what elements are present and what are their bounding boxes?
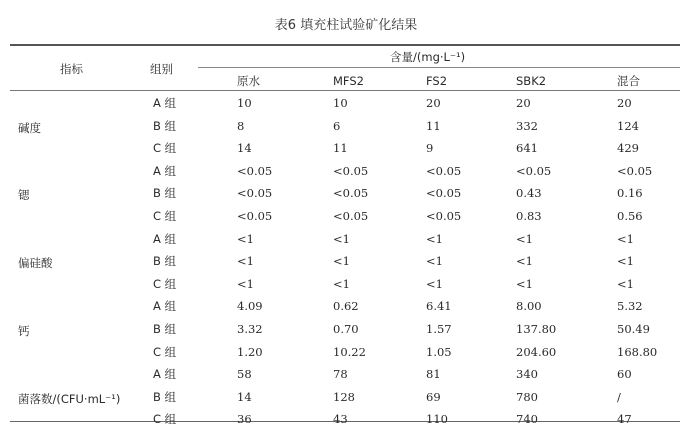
group-label: B 组 <box>153 118 177 133</box>
group-label: B 组 <box>153 322 177 336</box>
indicator-name: 碱度 <box>18 120 41 135</box>
column-header: 混合 <box>617 74 640 88</box>
indicator-name: 偏硅酸 <box>18 256 53 271</box>
table-cell: 10.22 <box>333 344 366 359</box>
table-cell: 36 <box>237 412 252 427</box>
table-cell: 780 <box>516 389 538 404</box>
header-bottom-rule <box>10 90 680 91</box>
table-cell: 14 <box>237 141 252 156</box>
table-cell: <1 <box>333 276 350 291</box>
table-cell: <1 <box>237 276 254 291</box>
table-cell: 1.20 <box>237 344 263 359</box>
table-cell: <1 <box>237 231 254 246</box>
table-cell: 0.16 <box>617 186 643 201</box>
table-cell: 8 <box>237 118 245 133</box>
column-header: 原水 <box>237 74 260 88</box>
table-cell: 10 <box>333 96 348 110</box>
table-cell: 110 <box>426 412 448 427</box>
header-indicator: 指标 <box>60 62 83 76</box>
table-cell: <1 <box>333 231 350 246</box>
table-cell: <0.05 <box>237 186 273 201</box>
table-cell: 128 <box>333 389 355 404</box>
table-cell: 332 <box>516 118 538 133</box>
table-cell: <1 <box>516 276 533 291</box>
group-label: C 组 <box>153 209 177 223</box>
table-cell: 6 <box>333 118 341 133</box>
table-cell: <0.05 <box>237 209 273 223</box>
group-label: A 组 <box>153 367 177 382</box>
table-cell: <1 <box>516 231 533 246</box>
indicator-name: 锶 <box>18 188 30 203</box>
table-cell: 11 <box>426 118 441 133</box>
table-cell: 20 <box>617 96 632 110</box>
table-cell: 9 <box>426 141 434 156</box>
table-cell: 0.62 <box>333 299 359 314</box>
table-cell: 340 <box>516 367 538 382</box>
table-cell: 50.49 <box>617 322 650 336</box>
table-cell: 11 <box>333 141 348 156</box>
table-cell: <0.05 <box>237 163 273 178</box>
header-sub-rule <box>198 67 680 68</box>
group-label: A 组 <box>153 96 177 110</box>
table-cell: <1 <box>426 276 443 291</box>
table-cell: <0.05 <box>333 186 369 201</box>
table-cell: 1.05 <box>426 344 452 359</box>
column-header: SBK2 <box>516 74 547 88</box>
table-cell: 81 <box>426 367 441 382</box>
column-header: FS2 <box>426 74 448 88</box>
group-label: C 组 <box>153 276 177 291</box>
indicator-name: 钙 <box>18 324 30 338</box>
table-cell: 204.60 <box>516 344 557 359</box>
table-cell: <1 <box>426 254 443 269</box>
table-cell: 124 <box>617 118 639 133</box>
table-cell: 60 <box>617 367 632 382</box>
table-cell: 1.57 <box>426 322 452 336</box>
table-cell: 78 <box>333 367 348 382</box>
table-cell: 0.70 <box>333 322 359 336</box>
table-cell: 43 <box>333 412 348 427</box>
table-cell: 47 <box>617 412 632 427</box>
group-label: A 组 <box>153 299 177 314</box>
group-label: C 组 <box>153 412 177 427</box>
table-cell: 3.32 <box>237 322 263 336</box>
group-label: A 组 <box>153 231 177 246</box>
table-cell: 0.83 <box>516 209 542 223</box>
table-top-rule <box>10 44 680 46</box>
table-cell: 58 <box>237 367 252 382</box>
table-cell: 20 <box>516 96 531 110</box>
header-content: 含量/(mg·L⁻¹) <box>390 50 466 64</box>
table-cell: 10 <box>237 96 252 110</box>
group-label: B 组 <box>153 254 177 269</box>
table-cell: 641 <box>516 141 538 156</box>
table-cell: <1 <box>333 254 350 269</box>
header-group: 组别 <box>150 62 173 76</box>
table-cell: <1 <box>617 231 634 246</box>
table-cell: / <box>617 389 621 404</box>
table-cell: 8.00 <box>516 299 542 314</box>
table-cell: <0.05 <box>516 163 552 178</box>
table-cell: 0.43 <box>516 186 542 201</box>
table-cell: <0.05 <box>333 209 369 223</box>
table-cell: <0.05 <box>426 186 462 201</box>
group-label: C 组 <box>153 141 177 156</box>
table-cell: <1 <box>617 254 634 269</box>
group-label: B 组 <box>153 389 177 404</box>
table-cell: <1 <box>617 276 634 291</box>
table-cell: 20 <box>426 96 441 110</box>
table-cell: <0.05 <box>333 163 369 178</box>
column-header: MFS2 <box>333 74 364 88</box>
table-cell: 4.09 <box>237 299 263 314</box>
group-label: C 组 <box>153 344 177 359</box>
table-cell: 6.41 <box>426 299 452 314</box>
table-cell: <0.05 <box>426 163 462 178</box>
indicator-name: 菌落数/(CFU·mL⁻¹) <box>18 391 121 406</box>
group-label: B 组 <box>153 186 177 201</box>
group-label: A 组 <box>153 163 177 178</box>
table-cell: <1 <box>516 254 533 269</box>
table-cell: 0.56 <box>617 209 643 223</box>
table-cell: <1 <box>237 254 254 269</box>
table-title: 表6 填充柱试验矿化结果 <box>274 18 418 33</box>
table-cell: 5.32 <box>617 299 643 314</box>
table-cell: 429 <box>617 141 639 156</box>
table-cell: <1 <box>426 231 443 246</box>
table-cell: 137.80 <box>516 322 557 336</box>
table-cell: <0.05 <box>617 163 653 178</box>
table-cell: 69 <box>426 389 441 404</box>
table-cell: 14 <box>237 389 252 404</box>
table-cell: 168.80 <box>617 344 658 359</box>
table-cell: <0.05 <box>426 209 462 223</box>
table-cell: 740 <box>516 412 538 427</box>
